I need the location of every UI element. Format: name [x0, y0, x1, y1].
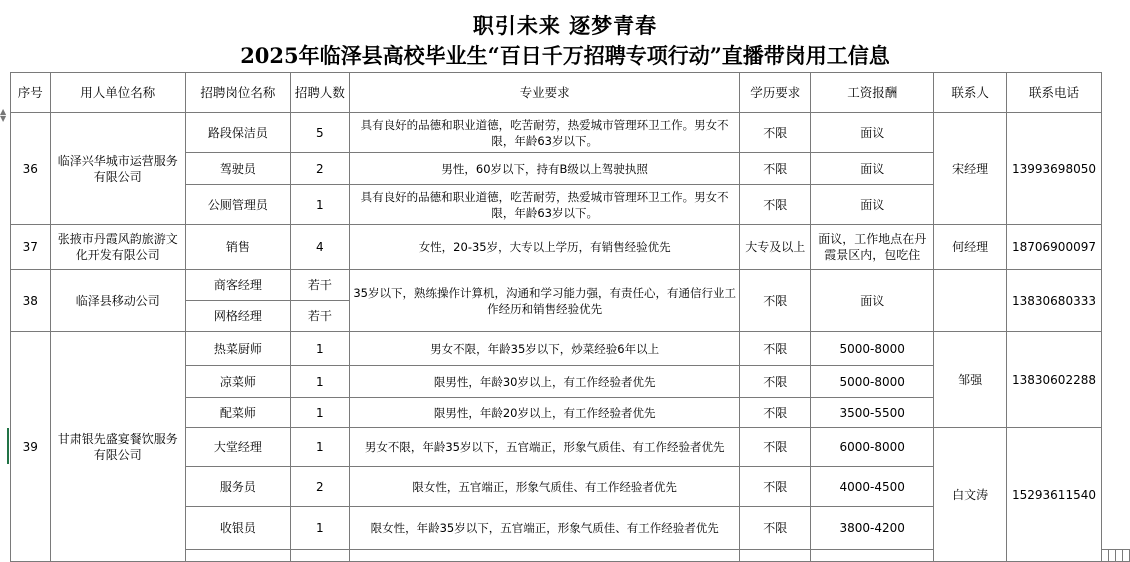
salary-cell[interactable]: 3800-4200 — [811, 507, 934, 550]
position-cell[interactable]: 公厕管理员 — [185, 185, 290, 225]
contact-cell[interactable]: 宋经理 — [934, 113, 1007, 225]
education-cell[interactable]: 大专及以上 — [740, 225, 811, 270]
company-cell[interactable]: 临泽兴华城市运营服务有限公司 — [50, 113, 185, 225]
salary-cell[interactable]: 5000-8000 — [811, 332, 934, 366]
header-company: 用人单位名称 — [50, 73, 185, 113]
table-row — [11, 270, 1130, 301]
position-cell[interactable]: 凉菜师 — [185, 366, 290, 398]
contact-cell[interactable]: 何经理 — [934, 225, 1007, 270]
salary-cell[interactable]: 面议 — [811, 153, 934, 185]
table-row — [11, 113, 1130, 153]
position-cell[interactable]: 网格经理 — [185, 301, 290, 332]
phone-cell[interactable]: 13830680333 — [1007, 270, 1102, 332]
job-table — [10, 72, 1130, 562]
education-cell[interactable]: 不限 — [740, 398, 811, 428]
header-salary: 工资报酬 — [811, 73, 934, 113]
count-cell[interactable]: 2 — [290, 153, 349, 185]
count-cell[interactable]: 1 — [290, 428, 349, 467]
count-cell[interactable]: 若干 — [290, 301, 349, 332]
position-cell[interactable]: 热菜厨师 — [185, 332, 290, 366]
count-cell[interactable]: 若干 — [290, 270, 349, 301]
title-line-2: 2025年临泽县高校毕业生“百日千万招聘专项行动”直播带岗用工信息 — [240, 43, 890, 68]
requirement-cell[interactable]: 限女性，五官端正，形象气质佳、有工作经验者优先 — [349, 467, 740, 507]
salary-cell[interactable]: 5000-8000 — [811, 366, 934, 398]
company-cell[interactable]: 临泽县移动公司 — [50, 270, 185, 332]
education-cell[interactable]: 不限 — [740, 507, 811, 550]
education-cell[interactable]: 不限 — [740, 366, 811, 398]
position-cell[interactable]: 商客经理 — [185, 270, 290, 301]
count-cell[interactable]: 1 — [290, 398, 349, 428]
count-cell[interactable]: 2 — [290, 467, 349, 507]
requirement-cell[interactable]: 男性，60岁以下，持有B级以上驾驶执照 — [349, 153, 740, 185]
count-cell[interactable]: 1 — [290, 507, 349, 550]
phone-cell[interactable]: 18706900097 — [1007, 225, 1102, 270]
salary-cell[interactable]: 6000-8000 — [811, 428, 934, 467]
position-cell[interactable]: 驾驶员 — [185, 153, 290, 185]
salary-cell[interactable]: 面议 — [811, 185, 934, 225]
education-cell[interactable]: 不限 — [740, 467, 811, 507]
header-requirement: 专业要求 — [349, 73, 740, 113]
position-cell[interactable]: 销售 — [185, 225, 290, 270]
row-resize-handle-icon[interactable]: ▲ ▼ — [0, 107, 7, 123]
company-cell[interactable]: 张掖市丹霞风韵旅游文化开发有限公司 — [50, 225, 185, 270]
contact-cell[interactable] — [934, 270, 1007, 332]
count-cell[interactable]: 5 — [290, 113, 349, 153]
education-cell[interactable]: 不限 — [740, 428, 811, 467]
requirement-cell[interactable]: 女性，20-35岁，大专以上学历，有销售经验优先 — [349, 225, 740, 270]
phone-cell[interactable]: 15293611540 — [1007, 428, 1102, 562]
position-cell[interactable]: 大堂经理 — [185, 428, 290, 467]
table-row — [11, 332, 1130, 366]
company-cell[interactable]: 甘肃银先盛宴餐饮服务有限公司 — [50, 332, 185, 562]
count-cell[interactable]: 1 — [290, 185, 349, 225]
education-cell[interactable]: 不限 — [740, 113, 811, 153]
requirement-cell[interactable]: 具有良好的品德和职业道德，吃苦耐劳，热爱城市管理环卫工作。男女不限，年龄63岁以下。 — [349, 113, 740, 153]
position-cell[interactable]: 配菜师 — [185, 398, 290, 428]
count-cell[interactable]: 1 — [290, 332, 349, 366]
phone-cell[interactable]: 13993698050 — [1007, 113, 1102, 225]
education-cell[interactable]: 不限 — [740, 153, 811, 185]
count-cell[interactable]: 4 — [290, 225, 349, 270]
header-row — [11, 73, 1130, 113]
position-cell[interactable]: 路段保洁员 — [185, 113, 290, 153]
education-cell[interactable]: 不限 — [740, 332, 811, 366]
salary-cell[interactable]: 面议，工作地点在丹霞景区内，包吃住 — [811, 225, 934, 270]
count-cell[interactable]: 1 — [290, 366, 349, 398]
seq-cell[interactable]: 38 — [11, 270, 51, 332]
position-cell[interactable]: 服务员 — [185, 467, 290, 507]
salary-cell[interactable]: 面议 — [811, 113, 934, 153]
table-row — [11, 225, 1130, 270]
requirement-cell[interactable]: 限女性，年龄35岁以下，五官端正，形象气质佳、有工作经验者优先 — [349, 507, 740, 550]
requirement-cell[interactable]: 男女不限，年龄35岁以下，五官端正，形象气质佳、有工作经验者优先 — [349, 428, 740, 467]
requirement-cell[interactable]: 限男性，年龄20岁以上，有工作经验者优先 — [349, 398, 740, 428]
header-seq: 序号 — [11, 73, 51, 113]
selected-row-indicator — [7, 428, 9, 464]
phone-cell[interactable]: 13830602288 — [1007, 332, 1102, 428]
header-count: 招聘人数 — [290, 73, 349, 113]
requirement-cell[interactable]: 35岁以下，熟练操作计算机，沟通和学习能力强，有责任心，有通信行业工作经历和销售经验优先 — [349, 270, 740, 332]
education-cell[interactable]: 不限 — [740, 270, 811, 332]
requirement-cell[interactable]: 男女不限，年龄35岁以下，炒菜经验6年以上 — [349, 332, 740, 366]
salary-cell[interactable]: 3500-5500 — [811, 398, 934, 428]
seq-cell[interactable]: 37 — [11, 225, 51, 270]
requirement-cell[interactable]: 限男性，年龄30岁以上，有工作经验者优先 — [349, 366, 740, 398]
seq-cell[interactable]: 36 — [11, 113, 51, 225]
header-position: 招聘岗位名称 — [185, 73, 290, 113]
salary-cell[interactable]: 4000-4500 — [811, 467, 934, 507]
salary-cell[interactable]: 面议 — [811, 270, 934, 332]
position-cell[interactable]: 收银员 — [185, 507, 290, 550]
seq-cell[interactable]: 39 — [11, 332, 51, 562]
title-line-1: 职引未来 逐梦青春 — [472, 13, 658, 38]
header-contact: 联系人 — [934, 73, 1007, 113]
contact-cell[interactable]: 白文涛 — [934, 428, 1007, 562]
header-education: 学历要求 — [740, 73, 811, 113]
requirement-cell[interactable]: 具有良好的品德和职业道德，吃苦耐劳，热爱城市管理环卫工作。男女不限，年龄63岁以下。 — [349, 185, 740, 225]
contact-cell[interactable]: 邹强 — [934, 332, 1007, 428]
header-phone: 联系电话 — [1007, 73, 1102, 113]
education-cell[interactable]: 不限 — [740, 185, 811, 225]
